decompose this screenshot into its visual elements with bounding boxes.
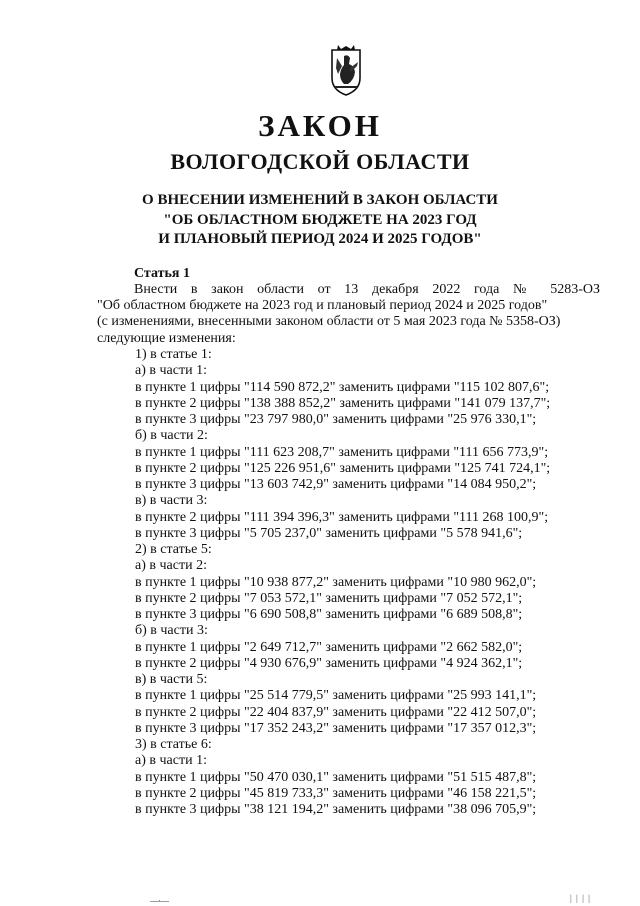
intro-line: "Об областном бюджете на 2023 год и плановый период 2024 и 2025 годов"	[97, 298, 548, 314]
amendment-line: а) в части 2:	[135, 558, 207, 574]
article-intro	[97, 282, 600, 347]
amendment-line: в пункте 3 цифры "17 352 243,2" заменить цифрами "17 357 012,3";	[135, 720, 537, 736]
document-title: ЗАКОН	[258, 108, 382, 143]
amendment-line: а) в части 1:	[135, 753, 207, 769]
amendment-line: в пункте 1 цифры "114 590 872,2" заменить цифрами "115 102 807,6";	[135, 379, 550, 395]
amendment-line: в пункте 2 цифры "4 930 676,9" заменить цифрами "4 924 362,1";	[135, 655, 523, 671]
intro-line: Внести в закон области от 13 декабря 2022 года № 5283-ОЗ	[134, 282, 600, 297]
vologda-coat-of-arms-icon	[328, 44, 364, 96]
amendment-line: в пункте 3 цифры "38 121 194,2" заменить цифрами "38 096 705,9";	[135, 802, 537, 817]
amendment-line: в пункте 3 цифры "23 797 980,0" заменить цифрами "25 976 330,1";	[135, 412, 537, 427]
amendment-line: в пункте 1 цифры "10 938 877,2" заменить цифрами "10 980 962,0";	[135, 574, 537, 590]
intro-line: следующие изменения:	[97, 330, 236, 346]
amendment-line: б) в части 2:	[135, 428, 208, 444]
amendment-line: в пункте 3 цифры "6 690 508,8" заменить цифрами "6 689 508,8";	[135, 607, 523, 622]
amendment-line: 1) в статье 1:	[135, 347, 212, 362]
amendment-line: в пункте 2 цифры "22 404 837,9" заменить цифрами "22 412 507,0";	[135, 704, 537, 720]
amendment-line: в пункте 2 цифры "111 394 396,3" заменить цифрами "111 268 100,9";	[135, 509, 549, 525]
amendment-line: 3) в статье 6:	[135, 737, 212, 752]
footer-mark: —·—	[150, 896, 168, 906]
article-body	[135, 347, 605, 818]
amendment-line: в пункте 2 цифры "125 226 951,6" заменить цифрами "125 741 724,1";	[135, 460, 551, 476]
amendment-line: в пункте 3 цифры "5 705 237,0" заменить цифрами "5 578 941,6";	[135, 525, 523, 541]
amendment-line: в пункте 2 цифры "45 819 733,3" заменить цифрами "46 158 221,5";	[135, 785, 537, 801]
footer-code: | | | |	[570, 893, 591, 903]
document-subtitle	[0, 191, 640, 250]
amendment-line: 2) в статье 5:	[135, 542, 212, 557]
subtitle-line: О ВНЕСЕНИИ ИЗМЕНЕНИЙ В ЗАКОН ОБЛАСТИ	[142, 192, 498, 208]
amendment-line: в пункте 1 цифры "25 514 779,5" заменить цифрами "25 993 141,1";	[135, 688, 537, 704]
amendment-line: а) в части 1:	[135, 363, 207, 379]
document-region: ВОЛОГОДСКОЙ ОБЛАСТИ	[170, 149, 470, 174]
amendment-line: в пункте 2 цифры "7 053 572,1" заменить цифрами "7 052 572,1";	[135, 590, 523, 606]
amendment-line: в пункте 3 цифры "13 603 742,9" заменить цифрами "14 084 950,2";	[135, 477, 537, 492]
amendment-line: в пункте 2 цифры "138 388 852,2" заменить цифрами "141 079 137,7";	[135, 395, 551, 411]
amendment-line: в пункте 1 цифры "2 649 712,7" заменить цифрами "2 662 582,0";	[135, 639, 523, 655]
amendment-line: б) в части 3:	[135, 623, 208, 639]
amendment-line: в пункте 1 цифры "50 470 030,1" заменить цифрами "51 515 487,8";	[135, 769, 537, 785]
article-heading: Статья 1	[134, 266, 190, 281]
amendment-line: в) в части 5:	[135, 672, 208, 687]
subtitle-line: И ПЛАНОВЫЙ ПЕРИОД 2024 И 2025 ГОДОВ"	[158, 231, 482, 247]
amendment-line: в пункте 1 цифры "111 623 208,7" заменить цифрами "111 656 773,9";	[135, 444, 549, 460]
amendment-line: в) в части 3:	[135, 493, 208, 509]
intro-line: (с изменениями, внесенными законом области от 5 мая 2023 года № 5358-ОЗ)	[97, 314, 561, 330]
subtitle-line: "ОБ ОБЛАСТНОМ БЮДЖЕТЕ НА 2023 ГОД	[163, 211, 477, 228]
